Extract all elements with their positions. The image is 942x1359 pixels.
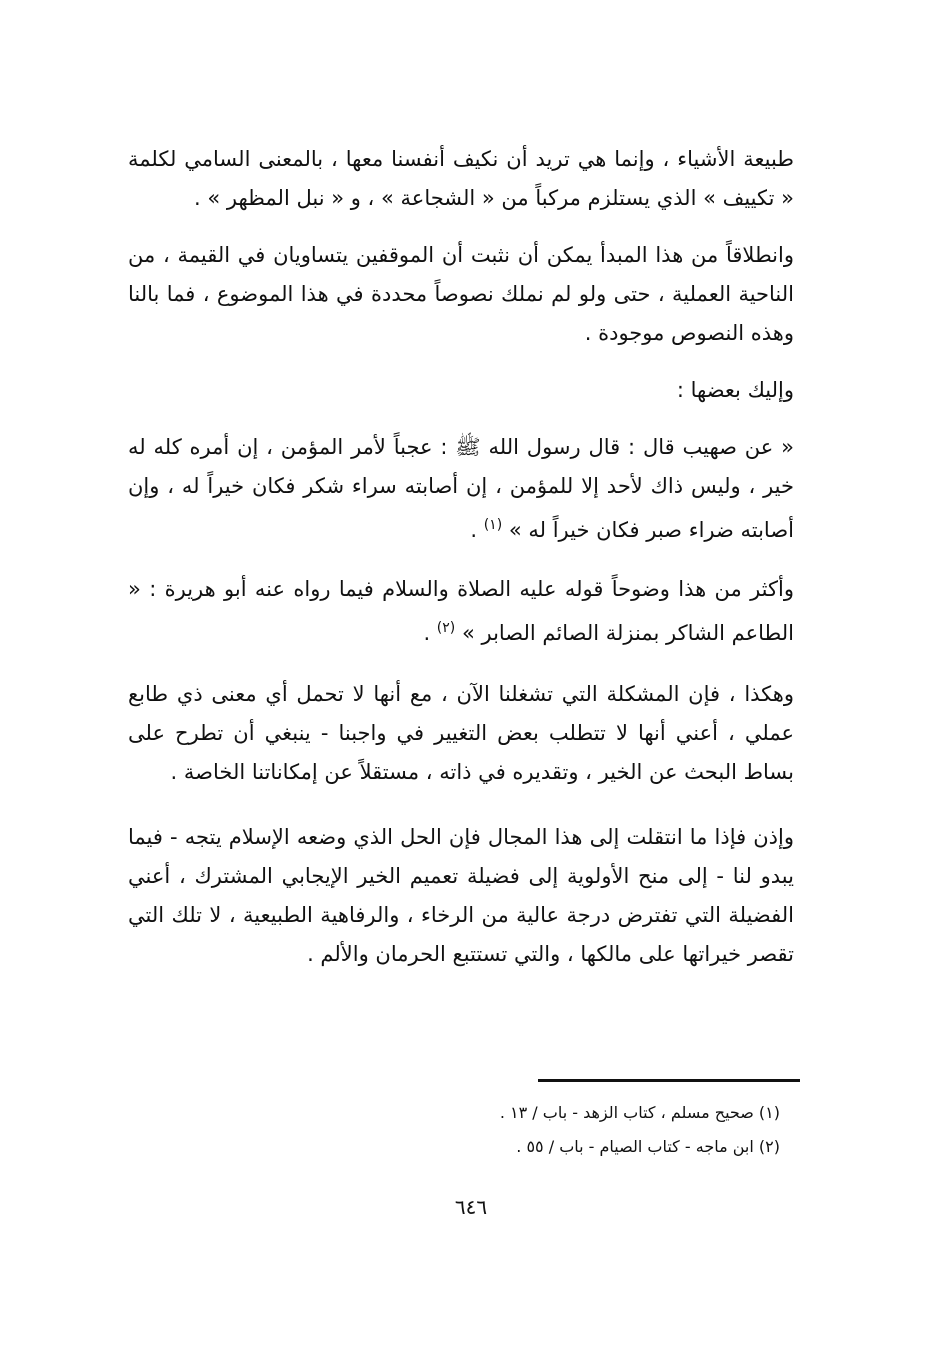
- page-number: ٦٤٦: [454, 1195, 488, 1219]
- paragraph-3: وإليك بعضها :: [676, 378, 794, 402]
- footnotes: [360, 1096, 780, 1164]
- hadith-text-1: « عن صهيب قال : قال رسول الله ﷺ : عجباً لأمر المؤمن ، إن أمره كله له خير ، وليس ذاك لأحد إلا للمؤمن ، إن أصابته سراء شكر فكان خيراً له ، وإن أصابته ضراء صبر فكان خيراً له »: [128, 435, 794, 542]
- footnote-1: (١) صحيح مسلم ، كتاب الزهد - باب / ١٣ .: [499, 1103, 780, 1122]
- footnote-ref-1: (١): [483, 517, 503, 533]
- hadith-quote-1: [128, 428, 794, 550]
- period: .: [470, 518, 484, 542]
- page-body: [128, 140, 794, 974]
- period: .: [423, 621, 437, 645]
- footnote-2: (٢) ابن ماجه - كتاب الصيام - باب / ٥٥ .: [516, 1137, 780, 1156]
- footnote-ref-2: (٢): [436, 620, 456, 636]
- paragraph-7: وإذن فإذا ما انتقلت إلى هذا المجال فإن الحل الذي وضعه الإسلام يتجه - فيما يبدو لنا - إلى منح الأولوية إلى فضيلة تعميم الخير الإيجابي المشترك ، أعني الفضيلة التي تفترض درجة عالية من الرخاء ، والرفاهية الطبيعية ، لا تلك التي تقصر خيراتها على مالكها ، والتي تستتبع الحرمان والألم .: [128, 825, 794, 966]
- paragraph-6: وهكذا ، فإن المشكلة التي تشغلنا الآن ، مع أنها لا تحمل أي معنى ذي طابع عملي ، أعني أنها لا تتطلب بعض التغيير في واجبنا - ينبغي أن تطرح على بساط البحث عن الخير ، وتقديره في ذاته ، مستقلاً عن إمكاناتنا الخاصة .: [128, 682, 794, 784]
- paragraph-2: وانطلاقاً من هذا المبدأ يمكن أن نثبت أن الموقفين يتساويان في القيمة ، من الناحية العملية ، حتى ولو لم نملك نصوصاً محددة في هذا الموضوع ، فما بالنا وهذه النصوص موجودة .: [128, 243, 794, 345]
- hadith-text-2: وأكثر من هذا وضوحاً قوله عليه الصلاة والسلام فيما رواه عنه أبو هريرة : « الطاعم الشاكر بمنزلة الصائم الصابر »: [128, 577, 794, 645]
- footnote-divider: [538, 1079, 800, 1082]
- hadith-quote-2: [128, 570, 794, 653]
- paragraph-1: طبيعة الأشياء ، وإنما هي تريد أن نكيف أنفسنا معها ، بالمعنى السامي لكلمة « تكييف » الذي يستلزم مركباً من « الشجاعة » ، و « نبل المظهر » .: [128, 147, 794, 210]
